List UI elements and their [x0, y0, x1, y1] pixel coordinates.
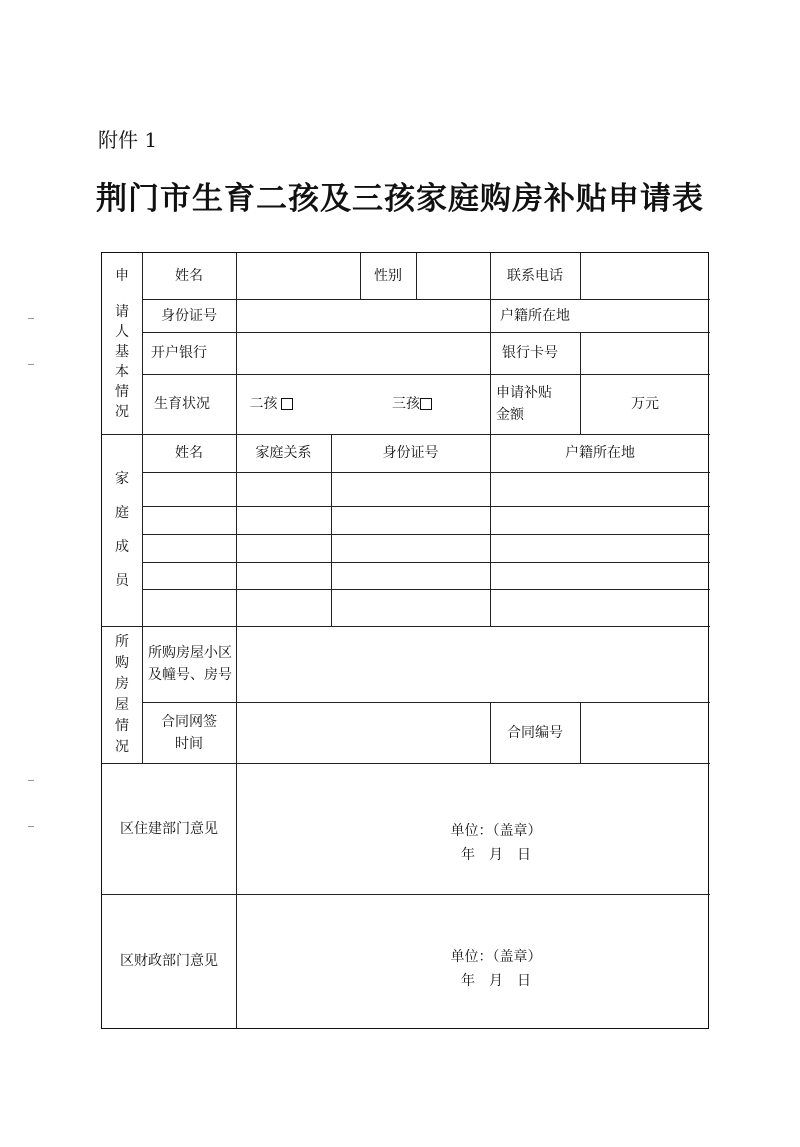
- bank-field[interactable]: [236, 332, 490, 374]
- family-col-id: 身份证号: [382, 445, 439, 461]
- housing-dept-stamp: [416, 819, 576, 867]
- contract-no-label: 合同编号: [507, 724, 563, 741]
- finance-dept-label: 区财政部门意见: [120, 953, 218, 969]
- applicant-section-label: 申 请 人 基 本 情 况: [115, 267, 129, 420]
- subsidy-amount-label: 申请补贴金额: [496, 385, 552, 423]
- family-section-label: 家 庭 成 员: [115, 471, 129, 589]
- three-children-option[interactable]: 三孩: [372, 374, 452, 434]
- family-col-household: 户籍所在地: [565, 445, 635, 461]
- page-title: 荆门市生育二孩及三孩家庭购房补贴申请表: [96, 181, 704, 217]
- name-label: 姓名: [175, 268, 203, 284]
- family-col-relation: 家庭关系: [255, 445, 312, 461]
- card-field[interactable]: [580, 332, 710, 374]
- gender-field[interactable]: [416, 253, 490, 299]
- finance-dept-stamp: [416, 945, 576, 993]
- house-location-label: 所购房屋小区及幢号、房号: [148, 645, 232, 683]
- attachment-label: 附件 1: [98, 128, 158, 152]
- sign-time-field[interactable]: [236, 702, 490, 763]
- sign-time-label: 合同网签时间: [161, 713, 217, 752]
- contract-no-field[interactable]: [580, 702, 710, 763]
- id-number-label: 身份证号: [161, 307, 217, 324]
- id-number-field[interactable]: [236, 299, 490, 332]
- two-children-option[interactable]: 二孩: [236, 374, 306, 434]
- amount-unit: 万元: [631, 396, 659, 412]
- application-form: [101, 252, 709, 1029]
- household-label: 户籍所在地: [500, 307, 570, 324]
- house-section-label: 所 购 房 屋 情 况: [115, 634, 129, 755]
- checkbox-icon[interactable]: [281, 398, 293, 410]
- unit-stamp-text: 单位：（盖章）: [450, 823, 542, 839]
- scan-mark: [28, 318, 34, 319]
- card-label: 银行卡号: [502, 345, 558, 361]
- household-field[interactable]: [580, 299, 710, 332]
- gender-label: 性别: [374, 268, 402, 284]
- phone-label: 联系电话: [507, 268, 563, 284]
- date-text: 年 月 日: [461, 973, 531, 989]
- scan-mark: [28, 826, 34, 827]
- date-text: 年 月 日: [461, 847, 531, 863]
- birth-status-label: 生育状况: [154, 396, 210, 412]
- phone-field[interactable]: [580, 253, 710, 299]
- name-field[interactable]: [236, 253, 360, 299]
- scan-mark: [28, 364, 34, 365]
- unit-stamp-text: 单位：（盖章）: [450, 949, 542, 965]
- family-col-name: 姓名: [175, 445, 203, 461]
- scan-mark: [28, 780, 34, 781]
- housing-dept-label: 区住建部门意见: [120, 820, 218, 837]
- checkbox-icon[interactable]: [420, 398, 432, 410]
- bank-label: 开户银行: [151, 345, 207, 361]
- house-location-field[interactable]: [236, 626, 710, 702]
